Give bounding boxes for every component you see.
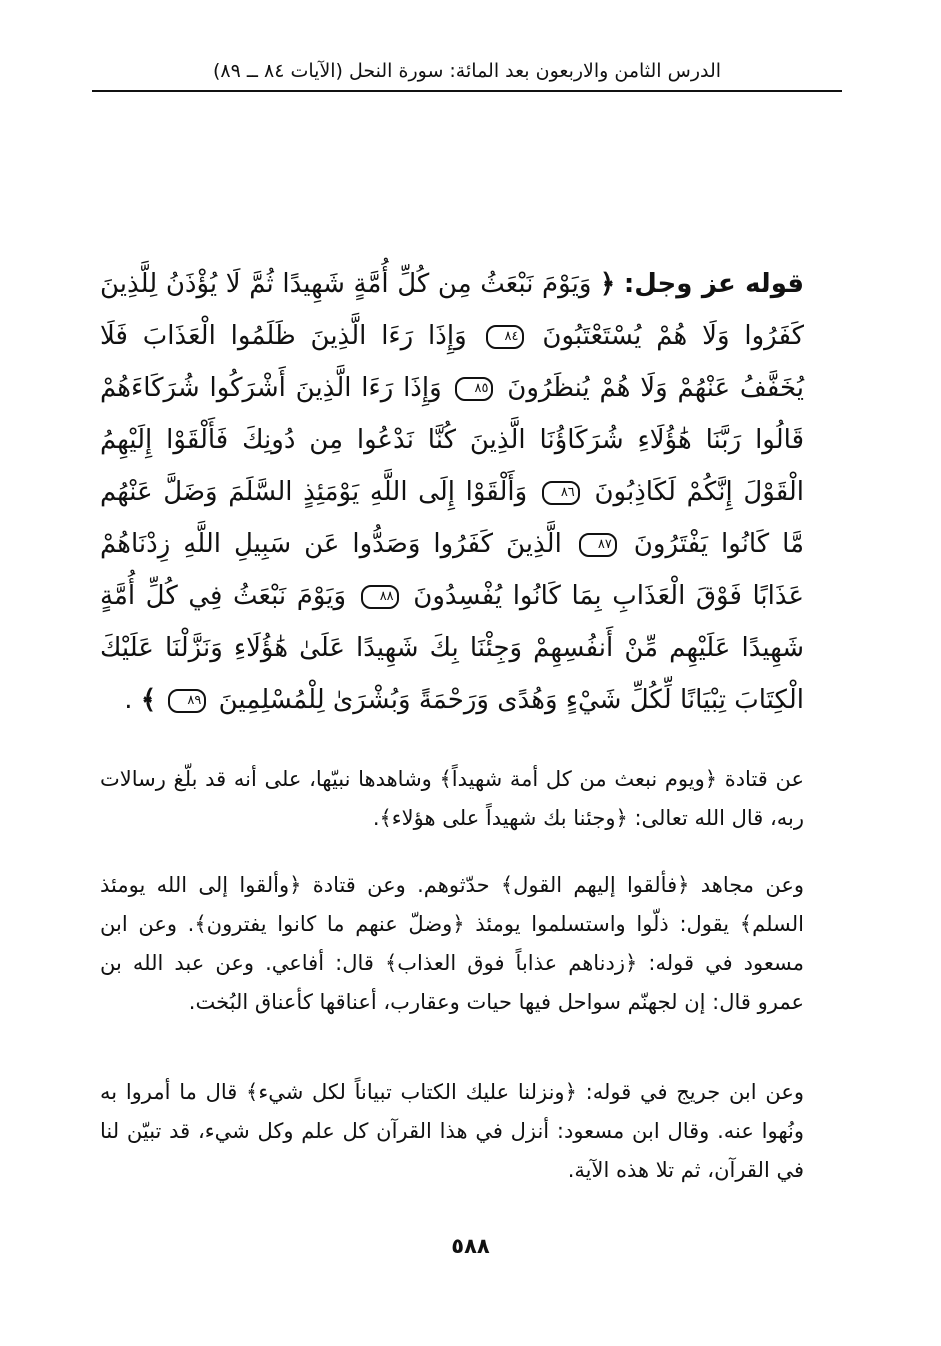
verse-text: وَأَلْقَوْا إِلَى اللَّهِ يَوْمَئِذٍ السَّلَمَ وَضَلَّ عَنْهُم مَّا كَانُوا يَفْتَرُونَ xyxy=(100,477,805,559)
ayah-number-marker: ٨٤ xyxy=(486,325,524,349)
commentary-paragraph: عن قتادة ﴿ويوم نبعث من كل أمة شهيداً﴾ وشاهدها نبيّها، على أنه قد بلّغ رسالات ربه، قال الله تعالى: ﴿وجئنا بك شهيداً على هؤلاء﴾. xyxy=(100,767,804,830)
commentary-paragraph: وعن مجاهد ﴿فألقوا إليهم القول﴾ حدّثوهم. وعن قتادة ﴿وألقوا إلى الله يومئذ السلم﴾ يقول: ذلّوا واستسلموا يومئذ ﴿وضلّ عنهم ما كانوا يفترون﴾. وعن ابن مسعود في قوله: ﴿زدناهم عذاباً فوق العذاب﴾ قال: أفاعي. وعن عبد الله بن عمرو قال: إن لجهنّم سواحل فيها حيات وعقارب، أعناقها كأعناق البُخت. xyxy=(100,873,804,1014)
verse-text: وَإِذَا رَءَا الَّذِينَ أَشْرَكُوا شُرَكَاءَهُمْ قَالُوا رَبَّنَا هَٰؤُلَاءِ شُرَكَاؤُنَا الَّذِينَ كُنَّا نَدْعُوا مِن دُونِكَ فَأَلْقَوْا إِلَيْهِمُ الْقَوْلَ إِنَّكُمْ لَكَاذِبُونَ xyxy=(100,373,804,507)
commentary-paragraph: وعن ابن جريج في قوله: ﴿ونزلنا عليك الكتاب تبياناً لكل شيء﴾ قال ما أمروا به ونُهوا عنه. وقال ابن مسعود: أنزل في هذا القرآن كل علم وكل شيء، قد تبيّن لنا في القرآن، ثم تلا هذه الآية. xyxy=(100,1080,804,1182)
header-rule xyxy=(92,90,842,92)
verse-close-brace: ﴾ xyxy=(140,685,157,715)
ayah-number-marker: ٨٧ xyxy=(579,533,617,557)
verse-text: وَإِذَا رَءَا الَّذِينَ ظَلَمُوا الْعَذَابَ فَلَا يُخَفَّفُ عَنْهُمْ وَلَا هُمْ يُنظَرُونَ xyxy=(100,321,805,403)
ayah-number-marker: ٨٥ xyxy=(455,377,493,401)
verse-text: وَيَوْمَ نَبْعَثُ مِن كُلِّ أُمَّةٍ شَهِيدًا ثُمَّ لَا يُؤْذَنُ لِلَّذِينَ كَفَرُوا وَلَا هُمْ يُسْتَعْتَبُونَ xyxy=(100,269,805,351)
verse-text: الَّذِينَ كَفَرُوا وَصَدُّوا عَن سَبِيلِ اللَّهِ زِدْنَاهُمْ عَذَابًا فَوْقَ الْعَذَابِ بِمَا كَانُوا يُفْسِدُونَ xyxy=(100,529,805,611)
verse-end-period: . xyxy=(124,685,133,715)
quran-verses-block xyxy=(100,258,804,726)
verse-intro: قوله عز وجل: xyxy=(623,269,805,299)
ayah-number-marker: ٨٦ xyxy=(542,481,580,505)
page-number: ٥٨٨ xyxy=(451,1234,490,1258)
verse-text: وَيَوْمَ نَبْعَثُ فِي كُلِّ أُمَّةٍ شَهِيدًا عَلَيْهِم مِّنْ أَنفُسِهِمْ وَجِئْنَا بِكَ شَهِيدًا عَلَىٰ هَٰؤُلَاءِ وَنَزَّلْنَا عَلَيْكَ الْكِتَابَ تِبْيَانًا لِّكُلِّ شَيْءٍ وَهُدًى وَرَحْمَةً وَبُشْرَىٰ لِلْمُسْلِمِينَ xyxy=(100,581,804,715)
ayah-number-marker: ٨٨ xyxy=(361,585,399,609)
verse-open-brace: ﴿ xyxy=(600,269,616,299)
running-header: الدرس الثامن والاربعون بعد المائة: سورة النحل (الآيات ٨٤ ــ ٨٩) xyxy=(212,60,722,82)
ayah-number-marker: ٨٩ xyxy=(168,689,206,713)
